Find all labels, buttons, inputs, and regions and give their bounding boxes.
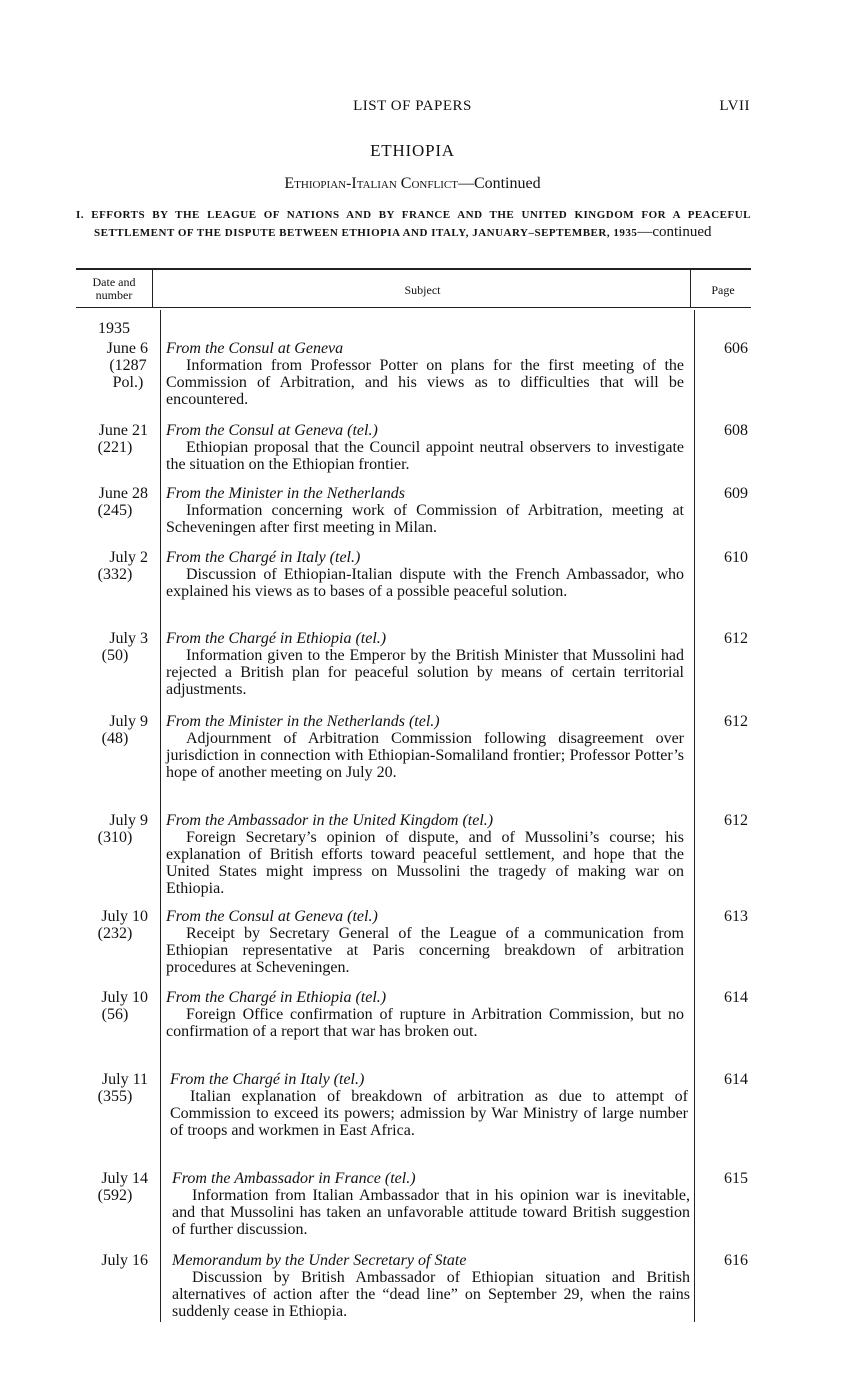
entry-date: July 2 [109, 549, 148, 566]
entry-page: 613 [724, 908, 748, 925]
entry-description: Information from Professor Potter on plans for the first meeting of the Commission of Arbitration, and his views as to difficulties that will be encountered. [166, 357, 684, 408]
entry-from: From the Chargé in Italy (tel.) [170, 1071, 365, 1088]
country-heading: ETHIOPIA [370, 141, 455, 160]
running-head [0, 98, 850, 120]
header-subject: Subject [404, 283, 441, 297]
entry-number: (1287 Pol.) [109, 357, 147, 391]
entry-description: Ethiopian proposal that the Council appoint neutral observers to investigate the situation on the Ethiopian frontier. [166, 439, 684, 473]
entry-from: From the Chargé in Ethiopia (tel.) [166, 989, 387, 1006]
entry-from: Memorandum by the Under Secretary of State [172, 1252, 467, 1269]
header-page: Page [711, 283, 735, 297]
entry-description: Information concerning work of Commission of Arbitration, meeting at Scheveningen after first meeting in Milan. [166, 502, 684, 536]
entry-page: 610 [724, 549, 748, 566]
running-head-title: LIST OF PAPERS [353, 98, 472, 114]
entry-description: Information given to the Emperor by the British Minister that Mussolini had rejected a British plan for peaceful solution by means of certain territorial adjustments. [166, 647, 684, 698]
year-label: 1935 [98, 320, 130, 337]
header-date-line1: Date and [92, 275, 136, 289]
entry-page: 612 [724, 713, 748, 730]
entry-description: Adjournment of Arbitration Commission following disagreement over jurisdiction in connection with Ethiopian-Somaliland frontier; Professor Potter’s hope of another meeting on July 20. [166, 730, 684, 781]
entry-date: June 6 [106, 340, 148, 357]
entry-from: From the Chargé in Italy (tel.) [166, 549, 361, 566]
entry-number: (56) [101, 1006, 129, 1023]
column-divider-page-body [694, 310, 695, 1322]
section-heading-continued: —continued [637, 224, 712, 240]
entry-page: 612 [724, 630, 748, 647]
entry-description: Discussion of Ethiopian-Italian dispute with the French Ambassador, who explained his views as to bases of a possible peaceful solution. [166, 566, 684, 600]
table-top-rule [76, 268, 751, 270]
subject-heading-continued: —Continued [457, 175, 541, 192]
column-divider-date [152, 269, 153, 308]
entry-page: 606 [724, 340, 748, 357]
entry-number: (310) [97, 829, 133, 846]
entry-page: 616 [724, 1252, 748, 1269]
entry-date: July 3 [109, 630, 148, 647]
entry-description: Receipt by Secretary General of the League of a communication from Ethiopian representative at Paris concerning breakdown of arbitration procedures at Scheveningen. [166, 925, 684, 976]
entry-page: 609 [724, 485, 748, 502]
entry-description: Foreign Office confirmation of rupture in Arbitration Commission, but no confirmation of a report that war has broken out. [166, 1006, 684, 1040]
entry-date: July 14 [101, 1170, 148, 1187]
entry-page: 614 [724, 989, 748, 1006]
entry-from: From the Consul at Geneva [166, 340, 344, 357]
entry-date: June 28 [98, 485, 148, 502]
entry-number: (592) [97, 1187, 133, 1204]
running-head-page-number: LVII [719, 98, 750, 114]
entry-number: (50) [101, 647, 129, 664]
header-date-number [76, 276, 152, 302]
entry-from: From the Chargé in Ethiopia (tel.) [166, 630, 387, 647]
entry-from: From the Consul at Geneva (tel.) [166, 908, 378, 925]
entry-description: Information from Italian Ambassador that in his opinion war is inevitable, and that Mussolini has taken an unfavorable attitude toward British suggestion of further discussion. [172, 1187, 690, 1238]
entry-number: (232) [97, 925, 133, 942]
entry-page: 615 [724, 1170, 748, 1187]
subject-heading [0, 175, 825, 193]
entry-number: (221) [97, 439, 133, 456]
entry-from: From the Minister in the Netherlands [166, 485, 405, 502]
entry-description: Discussion by British Ambassador of Ethiopian situation and British alternatives of action after the “dead line” on September 29, when the rains suddenly cease in Ethiopia. [172, 1269, 690, 1320]
entry-from: From the Consul at Geneva (tel.) [166, 422, 378, 439]
entry-page: 612 [724, 812, 748, 829]
header-bottom-rule [76, 307, 751, 308]
entry-number: (355) [97, 1088, 133, 1105]
column-divider-date-body [160, 310, 161, 1322]
entry-from: From the Ambassador in the United Kingdom (tel.) [166, 812, 494, 829]
entry-date: July 16 [101, 1252, 148, 1269]
column-divider-page [690, 269, 691, 308]
section-heading [76, 207, 751, 242]
entry-number: (48) [101, 730, 129, 747]
entry-from: From the Ambassador in France (tel.) [172, 1170, 416, 1187]
entry-from: From the Minister in the Netherlands (tel.) [166, 713, 440, 730]
entry-date: July 9 [109, 812, 148, 829]
entry-page: 614 [724, 1071, 748, 1088]
entry-date: July 10 [101, 989, 148, 1006]
entry-page: 608 [724, 422, 748, 439]
section-heading-text: I. EFFORTS BY THE LEAGUE OF NATIONS AND BY FRANCE AND THE UNITED KINGDOM FOR A PEACEFUL SETTLEMENT OF THE DISPUTE BETWEEN ETHIOPIA AND ITALY, JANUARY–SEPTEMBER, 1935 [76, 209, 751, 239]
entry-description: Italian explanation of breakdown of arbitration as due to attempt of Commission to exceed its powers; admission by War Ministry of large number of troops and workmen in East Africa. [170, 1088, 688, 1139]
entry-description: Foreign Secretary’s opinion of dispute, and of Mussolini’s course; his explanation of British efforts toward peaceful settlement, and hope that the United States might impress on Mussolini the tragedy of making war on Ethiopia. [166, 829, 684, 897]
entry-date: July 11 [101, 1071, 148, 1088]
subject-heading-main: Ethiopian-Italian Conflict [284, 175, 458, 192]
entry-date: June 21 [98, 422, 148, 439]
entry-date: July 10 [101, 908, 148, 925]
header-date-line2: number [95, 288, 133, 302]
entry-number: (332) [97, 566, 133, 583]
entry-date: July 9 [109, 713, 148, 730]
entry-number: (245) [97, 502, 133, 519]
